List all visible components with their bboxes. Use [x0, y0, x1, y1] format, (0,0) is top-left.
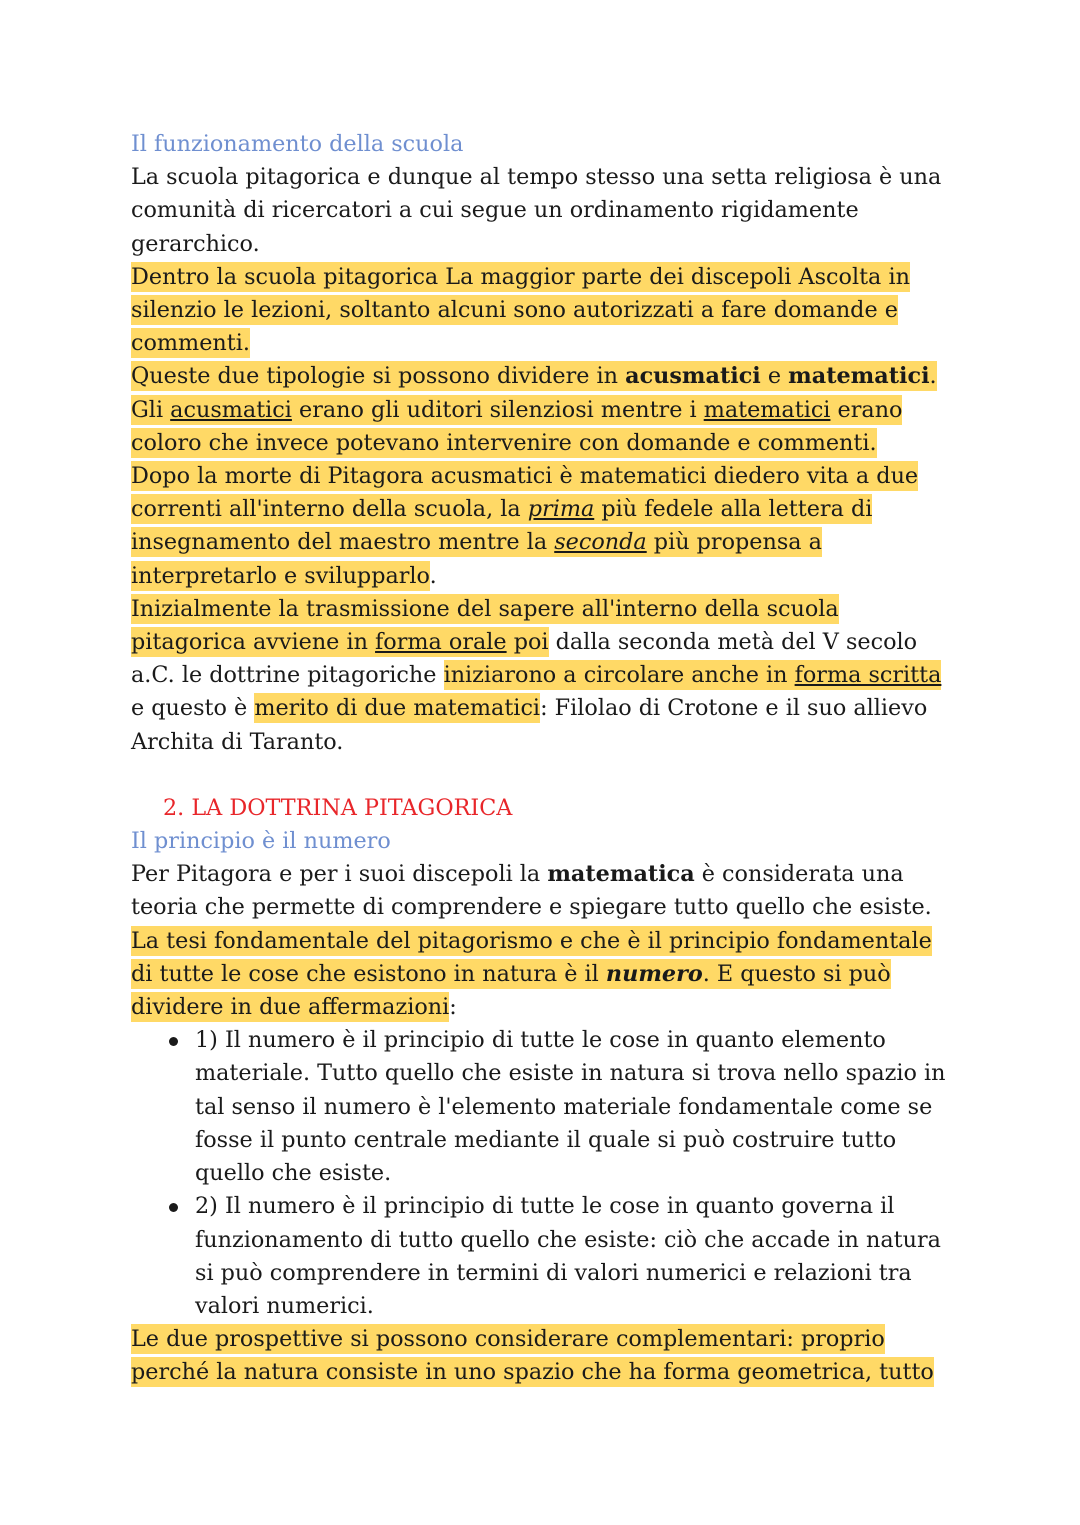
paragraph-highlighted: Le due prospettive si possono considerare complementari: proprio perché la natura consiste in uno spazio che ha forma geometrica, tutto — [131, 1326, 934, 1386]
section-subtitle: Il funzionamento della scuola — [131, 131, 464, 157]
list-item: 2) Il numero è il principio di tutte le cose in quanto governa il funzionamento di tutto quello che esiste: ciò che accade in natura si può comprendere in termini di valori numerici e relazioni tra valori numerici. — [131, 1190, 951, 1323]
bullet-icon — [169, 1037, 178, 1046]
paragraph-highlighted: Queste due tipologie si possono dividere in acusmatici e matematici. — [131, 363, 937, 390]
list-item: 1) Il numero è il principio di tutte le cose in quanto elemento materiale. Tutto quello che esiste in natura si trova nello spazio in tal senso il numero è l'elemento materiale fondamentale come se fosse il punto centrale mediante il quale si può costruire tutto quello che esiste. — [131, 1024, 951, 1190]
paragraph-highlighted: Gli acusmatici erano gli uditori silenziosi mentre i matematici erano coloro che invece potevano intervenire con domande e commenti. — [131, 396, 903, 456]
section-subtitle: Il principio è il numero — [131, 828, 391, 855]
section-heading: 2. LA DOTTRINA PITAGORICA — [163, 794, 513, 821]
paragraph: Per Pitagora e per i suoi discepoli la matematica è considerata una teoria che permette di comprendere e spiegare tutto quello che esiste. — [131, 861, 932, 921]
paragraph: La scuola pitagorica e dunque al tempo stesso una setta religiosa è una comunità di ricercatori a cui segue un ordinamento rigidamente gerarchico. — [131, 164, 942, 257]
bullet-icon — [169, 1203, 178, 1212]
document-page — [131, 128, 951, 1390]
term-matematici: matematici — [788, 363, 930, 390]
term-acusmatici: acusmatici — [625, 363, 761, 390]
term-numero: numero — [605, 960, 703, 987]
bullet-list — [131, 1024, 951, 1323]
paragraph-mixed: Inizialmente la trasmissione del sapere all'interno della scuola pitagorica avviene in forma orale poi dalla seconda metà del V secolo a.C. le dottrine pitagoriche iniziarono a circolare anche in forma scritta e questo è merito di due matematici: Filolao di Crotone e il suo allievo Archita di Taranto. — [131, 595, 942, 755]
paragraph-highlighted: La tesi fondamentale del pitagorismo e che è il principio fondamentale di tutte le cose che esistono in natura è il numero. E questo si può dividere in due affermazioni: — [131, 927, 932, 1021]
paragraph-highlighted: Dopo la morte di Pitagora acusmatici è matematici diedero vita a due correnti all'interno della scuola, la prima più fedele alla lettera di insegnamento del maestro mentre la seconda più propensa a interpretarlo e svilupparlo. — [131, 463, 919, 589]
paragraph-highlighted: Dentro la scuola pitagorica La maggior parte dei discepoli Ascolta in silenzio le lezioni, soltanto alcuni sono autorizzati a fare domande e commenti. — [131, 263, 910, 357]
